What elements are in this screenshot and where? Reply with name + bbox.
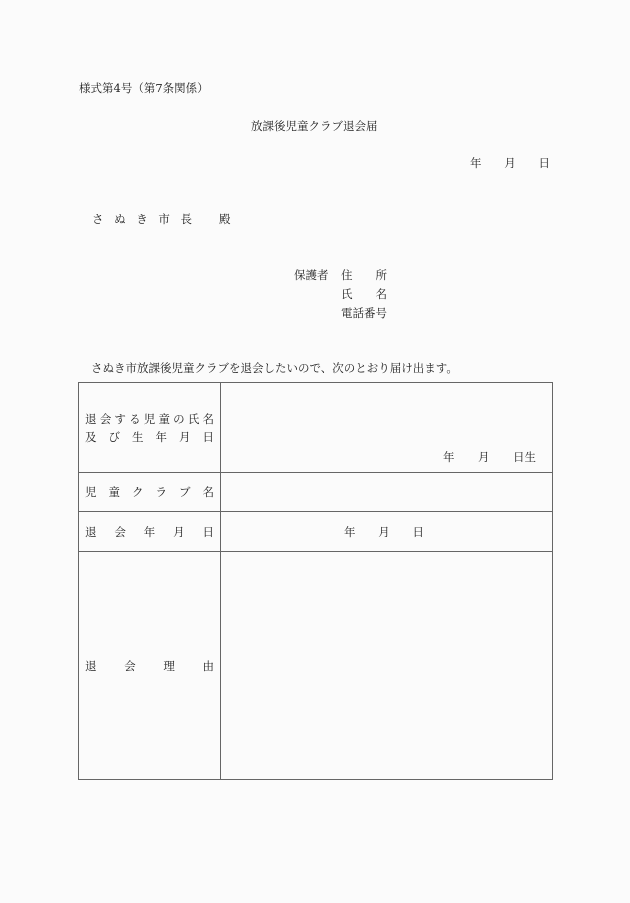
table-row-child-name bbox=[79, 383, 553, 473]
label-char: の bbox=[173, 411, 185, 426]
phone-label: 電話番号 bbox=[341, 306, 387, 320]
table-row-withdrawal-date bbox=[79, 512, 553, 552]
day-label: 日生 bbox=[513, 450, 536, 464]
label-char: 氏 bbox=[341, 287, 353, 301]
label-char: び bbox=[108, 429, 120, 444]
withdrawal-form-table bbox=[78, 382, 553, 780]
statement: さぬき市放課後児童クラブを退会したいので、次のとおり届け出ます。 bbox=[91, 361, 458, 375]
reason-field[interactable] bbox=[221, 552, 553, 780]
year-label: 年 bbox=[443, 450, 455, 464]
month-label: 月 bbox=[378, 524, 390, 539]
label-char: す bbox=[114, 411, 126, 426]
addressee-char: 長 bbox=[180, 212, 192, 226]
label-char: 及 bbox=[85, 429, 97, 444]
label-char: 退 bbox=[85, 658, 97, 673]
month-label: 月 bbox=[504, 156, 516, 170]
label-char: 由 bbox=[202, 658, 214, 673]
label-char: 日 bbox=[202, 524, 214, 539]
label-char: 退 bbox=[85, 411, 97, 426]
table-row-club-name bbox=[79, 473, 553, 512]
label-char: 児 bbox=[143, 411, 156, 426]
addressee-char: ぬ bbox=[114, 212, 126, 226]
label-char: 日 bbox=[202, 429, 214, 444]
year-label: 年 bbox=[344, 524, 356, 539]
label-char: 会 bbox=[124, 658, 136, 673]
addressee bbox=[92, 211, 192, 227]
label-club-name bbox=[79, 473, 221, 512]
label-char: 童 bbox=[108, 485, 120, 499]
year-label: 年 bbox=[470, 156, 482, 170]
label-char: 理 bbox=[163, 658, 175, 673]
label-reason bbox=[79, 552, 221, 780]
day-label: 日 bbox=[412, 524, 424, 539]
table-row-reason bbox=[79, 552, 553, 780]
label-char: 住 bbox=[341, 268, 353, 282]
label-char: 会 bbox=[114, 524, 126, 539]
day-label: 日 bbox=[538, 156, 550, 170]
label-char: 氏 bbox=[187, 411, 200, 426]
child-name-dob-field[interactable] bbox=[221, 383, 553, 473]
label-char: 名 bbox=[375, 287, 387, 301]
month-label: 月 bbox=[478, 450, 490, 464]
label-char: 生 bbox=[132, 429, 144, 444]
addressee-char: き bbox=[136, 212, 148, 226]
form-title: 放課後児童クラブ退会届 bbox=[251, 119, 378, 133]
label-line bbox=[85, 484, 214, 500]
label-child-name-dob bbox=[79, 383, 221, 473]
addressee-char: さ bbox=[92, 212, 104, 226]
name-label bbox=[341, 286, 387, 302]
label-line bbox=[85, 411, 214, 427]
label-line bbox=[85, 429, 214, 445]
label-char: 年 bbox=[155, 429, 167, 444]
honorific: 殿 bbox=[219, 212, 231, 226]
club-name-field[interactable] bbox=[221, 473, 553, 512]
addressee-char: 市 bbox=[158, 212, 170, 226]
label-char: 月 bbox=[173, 524, 185, 539]
label-char: 年 bbox=[143, 524, 156, 539]
label-char: 月 bbox=[179, 429, 191, 444]
label-line bbox=[85, 524, 214, 540]
guardian-heading: 保護者 bbox=[294, 268, 329, 282]
withdrawal-date bbox=[344, 524, 424, 540]
label-char: 名 bbox=[202, 411, 214, 426]
label-char: る bbox=[129, 411, 141, 426]
submission-date bbox=[470, 155, 550, 171]
label-char: 童 bbox=[158, 411, 170, 426]
birthdate bbox=[443, 449, 536, 465]
label-withdrawal-date bbox=[79, 512, 221, 552]
label-char: 会 bbox=[99, 411, 112, 426]
label-char: ク bbox=[132, 485, 144, 499]
withdrawal-date-field[interactable] bbox=[221, 512, 553, 552]
label-line bbox=[85, 658, 214, 674]
label-char: ブ bbox=[179, 485, 191, 499]
label-char: ラ bbox=[155, 485, 167, 499]
label-char: 児 bbox=[85, 485, 97, 499]
form-number: 様式第4号（第7条関係） bbox=[79, 81, 209, 95]
label-char: 所 bbox=[375, 268, 387, 282]
label-char: 退 bbox=[85, 524, 97, 539]
address-label bbox=[341, 267, 387, 283]
label-char: 名 bbox=[202, 485, 214, 499]
